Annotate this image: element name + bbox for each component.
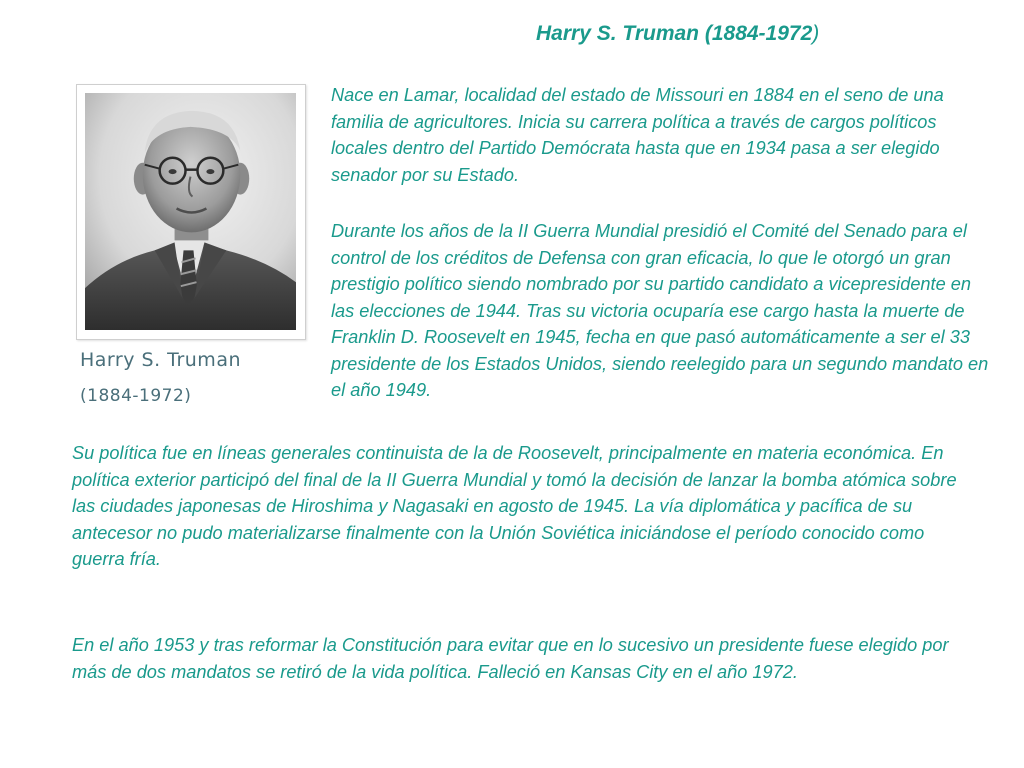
photo-caption-years: (1884-1972)	[80, 386, 192, 406]
paragraph-policy: Su política fue en líneas generales continuista de la de Roosevelt, principalmente en materia económica. En política exterior participó del final de la II Guerra Mundial y tomó la decisión de lanzar la bomba atómica sobre las ciudades japonesas de Hiroshima y Nagasaki en agosto de 1945. La vía diplomática y pacífica de su antecesor no pudo materializarse finalmente con la Unión Soviética iniciándose el período conocido como guerra fría.	[72, 443, 957, 569]
portrait-photo	[76, 84, 306, 340]
portrait-image	[85, 93, 296, 330]
page-title	[536, 22, 819, 46]
title-text: Harry S. Truman (1884-1972	[536, 22, 813, 45]
paragraph-war-years: Durante los años de la II Guerra Mundial presidió el Comité del Senado para el control de los créditos de Defensa con gran eficacia, lo que le otorgó un gran prestigio político siendo nombrado por su partido candidato a vicepresidente en las elecciones de 1944. Tras su victoria ocuparía ese cargo hasta la muerte de Franklin D. Roosevelt en 1945, fecha en que pasó automáticamente a ser el 33 presidente de los Estados Unidos, siendo reelegido para un segundo mandato en el año 1949.	[331, 221, 989, 400]
title-close-paren: )	[812, 22, 820, 45]
paragraph-retirement: En el año 1953 y tras reformar la Constitución para evitar que en lo sucesivo un presidente fuese elegido por más de dos mandatos se retiró de la vida política. Falleció en Kansas City en el año 1972.	[72, 635, 949, 682]
photo-caption-name: Harry S. Truman	[80, 349, 242, 371]
paragraph-early-life: Nace en Lamar, localidad del estado de Missouri en 1884 en el seno de una familia de agricultores. Inicia su carrera política a través de cargos políticos locales dentro del Partido Demócrata hasta que en 1934 pasa a ser elegido senador por su Estado.	[331, 85, 944, 185]
